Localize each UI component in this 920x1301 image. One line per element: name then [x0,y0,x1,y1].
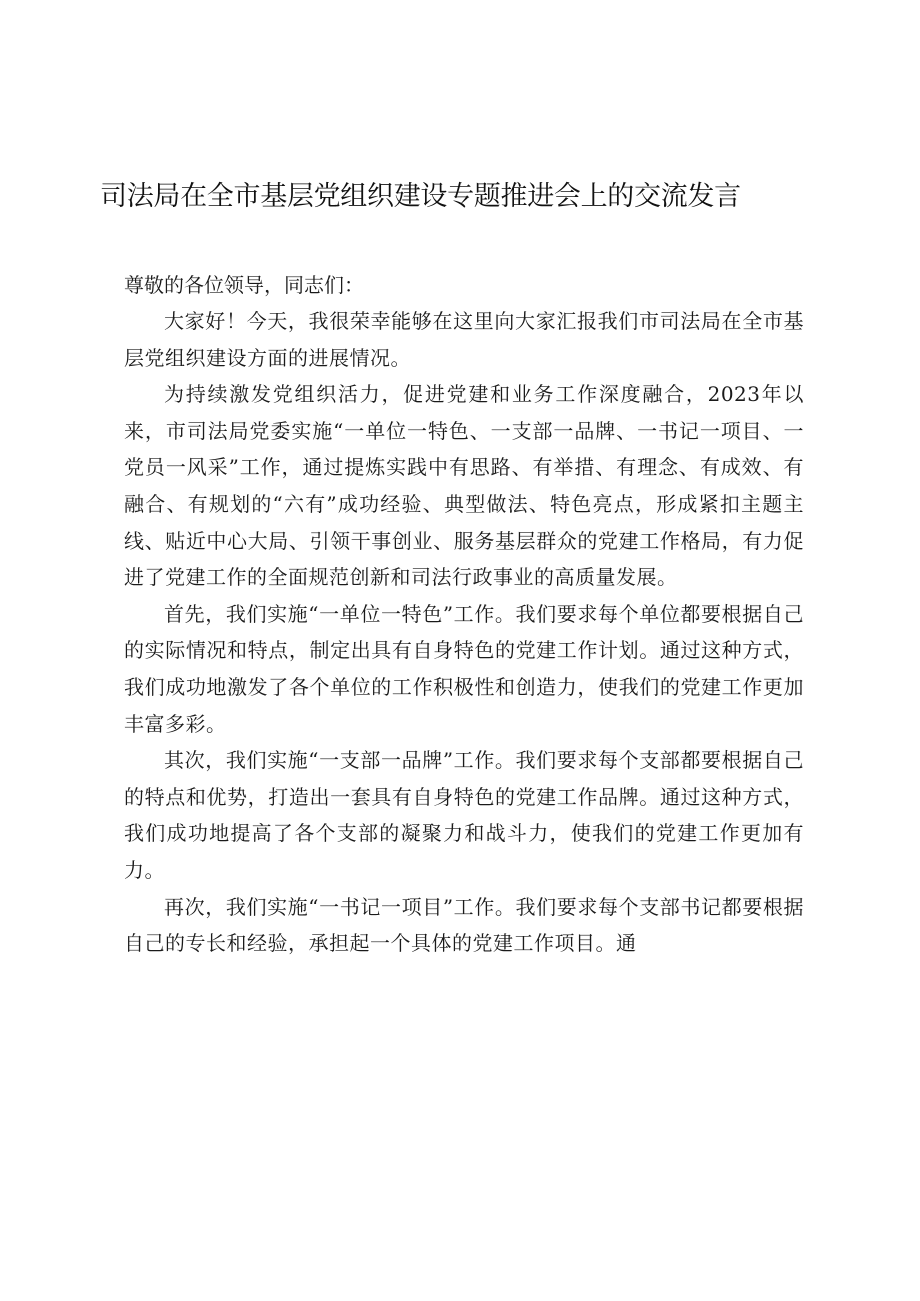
document-title: 司法局在全市基层党组织建设专题推进会上的交流发言 [100,181,741,212]
paragraph-first-initiative: 首先，我们实施“一单位一特色”工作。我们要求每个单位都要根据自己的实际情况和特点，制定出具有自身特色的党建工作计划。通过这种方式，我们成功地激发了各个单位的工作积极性和创造力，使我们的党建工作更加丰富多彩。 [124,601,804,736]
paragraph-second-initiative: 其次，我们实施“一支部一品牌”工作。我们要求每个支部都要根据自己的特点和优势，打造出一套具有自身特色的党建工作品牌。通过这种方式，我们成功地提高了各个支部的凝聚力和战斗力，使我们的党建工作更加有力。 [124,748,804,882]
paragraph-greeting: 大家好！今天，我很荣幸能够在这里向大家汇报我们市司法局在全市基层党组织建设方面的进展情况。 [124,309,804,370]
salutation: 尊敬的各位领导，同志们： [124,273,364,297]
paragraph-third-initiative: 再次，我们实施“一书记一项目”工作。我们要求每个支部书记都要根据自己的专长和经验，承担起一个具体的党建工作项目。通 [124,894,804,956]
paragraph-overview: 为持续激发党组织活力，促进党建和业务工作深度融合，2023年以来，市司法局党委实施“一单位一特色、一支部一品牌、一书记一项目、一党员一风采”工作，通过提炼实践中有思路、有举措、有理念、有成效、有融合、有规划的“六有”成功经验、典型做法、特色亮点，形成紧扣主题主线、贴近中心大局、引领干事创业、服务基层群众的党建工作格局，有力促进了党建工作的全面规范创新和司法行政事业的高质量发展。 [124,382,804,590]
document-body [124,267,804,962]
